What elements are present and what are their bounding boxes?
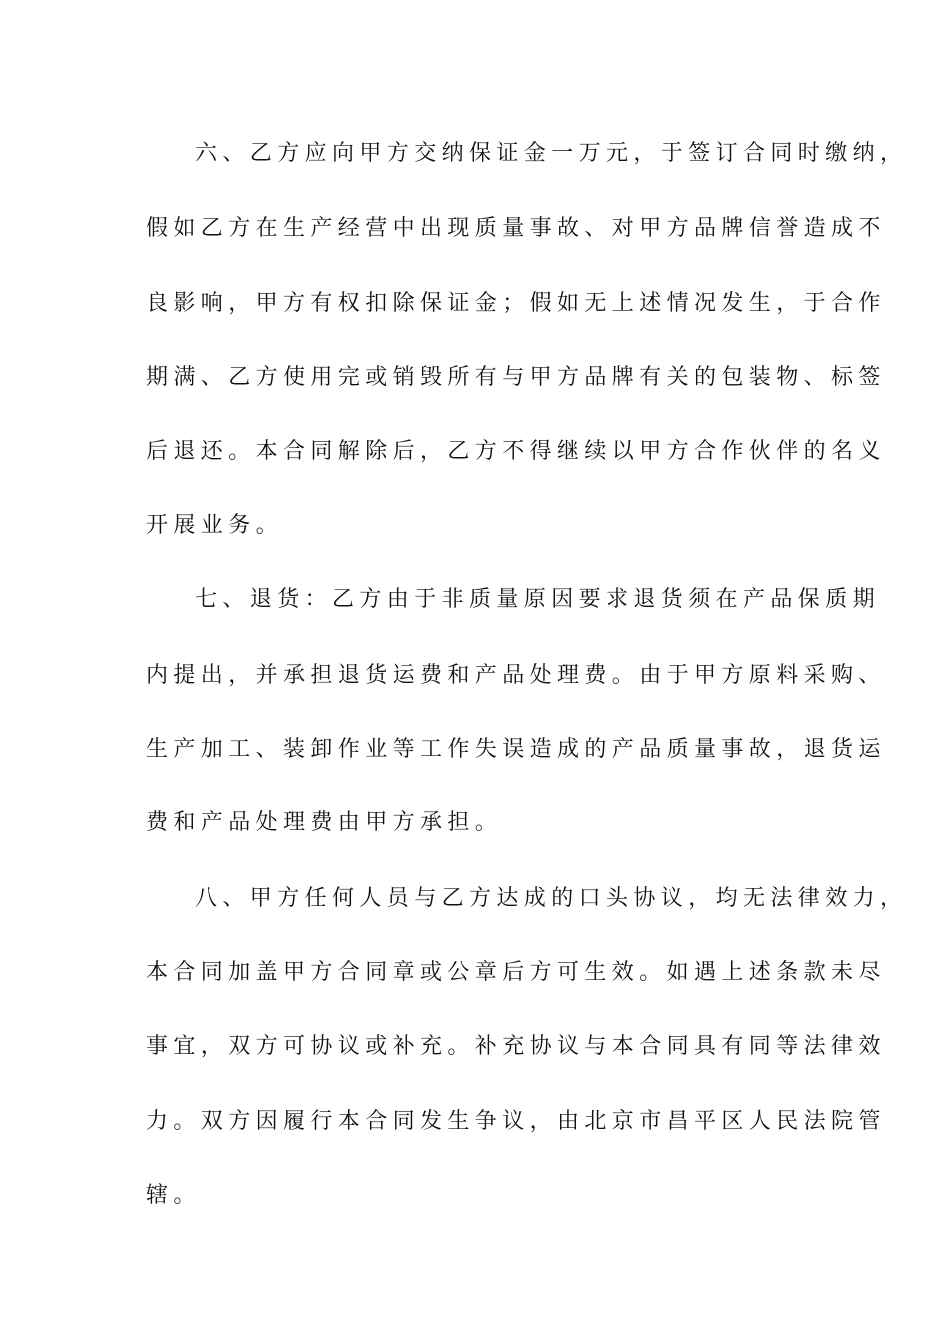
text-line: 良影响，甲方有权扣除保证金；假如无上述情况发生，于合作 <box>146 291 886 316</box>
text-line: 事宜，双方可协议或补充。补充协议与本合同具有同等法律效 <box>146 1034 886 1059</box>
text-line: 期满、乙方使用完或销毁所有与甲方品牌有关的包装物、标签 <box>146 365 886 390</box>
text-line: 后退还。本合同解除后，乙方不得继续以甲方合作伙伴的名义 <box>146 439 886 464</box>
text-line: 六、乙方应向甲方交纳保证金一万元，于签订合同时缴纳， <box>195 141 908 166</box>
text-line: 辖。 <box>146 1183 201 1208</box>
text-line: 力。双方因履行本合同发生争议，由北京市昌平区人民法院管 <box>146 1109 886 1134</box>
text-line: 假如乙方在生产经营中出现质量事故、对甲方品牌信誉造成不 <box>146 216 886 241</box>
text-line: 本合同加盖甲方合同章或公章后方可生效。如遇上述条款未尽 <box>146 960 886 985</box>
text-line: 开展业务。 <box>146 513 284 538</box>
text-line: 七、退货：乙方由于非质量原因要求退货须在产品保质期 <box>195 587 881 612</box>
text-line: 内提出，并承担退货运费和产品处理费。由于甲方原料采购、 <box>146 663 886 688</box>
text-line: 生产加工、装卸作业等工作失误造成的产品质量事故，退货运 <box>146 737 886 762</box>
text-line: 费和产品处理费由甲方承担。 <box>146 810 503 835</box>
text-line: 八、甲方任何人员与乙方达成的口头协议，均无法律效力， <box>195 886 908 911</box>
